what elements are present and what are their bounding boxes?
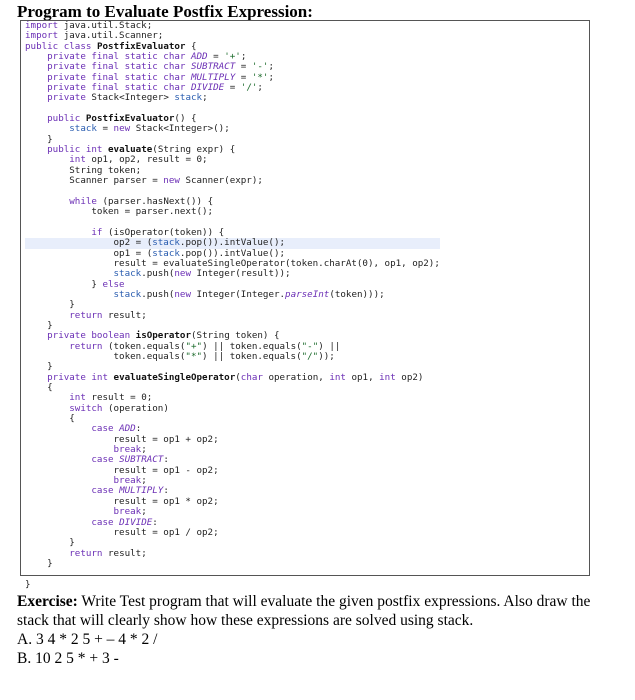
code-line: op2 = (stack.pop()).intValue(); [25,238,440,248]
code-line: result = evaluateSingleOperator(token.charAt(0), op1, op2); [25,257,440,269]
code-line: case MULTIPLY: [91,485,169,497]
code-line: public class PostfixEvaluator { [25,40,197,52]
code-line: case ADD: [91,423,142,435]
code-line: } [25,537,75,549]
code-line: private boolean isOperator(String token) { [47,330,280,342]
code-line: } [25,557,53,569]
code-line: Scanner parser = new Scanner(expr); [25,175,263,187]
code-line: if (isOperator(token)) { [91,226,225,238]
code-line: private final static char SUBTRACT = '-'; [47,61,275,73]
code-line: private final static char DIVIDE = '/'; [47,82,263,94]
code-line: } [25,319,53,331]
code-line: } [25,578,31,590]
code-line: int result = 0; [69,392,153,404]
code-line: result = op1 - op2; [25,464,219,476]
code-line: } else [25,278,125,290]
code-line: break; [113,475,147,487]
code-line: private Stack<Integer> stack; [47,92,208,104]
code-line: import java.util.Stack; [25,20,153,31]
code-line: switch (operation) [69,402,169,414]
code-line: op1 = (stack.pop()).intValue(); [25,247,286,259]
code-line: while (parser.hasNext()) { [69,195,214,207]
code-line: public PostfixEvaluator() { [47,113,197,125]
code-line: case DIVIDE: [91,516,158,528]
code-line: } [25,299,75,311]
code-line: return result; [69,309,147,321]
code-line: } [25,361,53,373]
code-line: stack.push(new Integer(result)); [113,268,291,280]
code-line: result = op1 / op2; [25,526,219,538]
code-line: { [25,382,53,394]
code-line: String token; [25,164,142,176]
page-title: Program to Evaluate Postfix Expression: [17,2,313,21]
code-line [25,569,440,579]
code-line: break; [113,444,147,456]
exercise-item-a: A. 3 4 * 2 5 + – 4 * 2 / [17,631,158,648]
code-line: int op1, op2, result = 0; [69,154,208,166]
exercise-section [17,592,617,668]
code-line: import java.util.Scanner; [25,30,164,42]
code-line: private final static char MULTIPLY = '*'; [47,71,275,83]
code-line: break; [113,506,147,518]
exercise-item-b: B. 10 2 5 * + 3 - [17,650,119,667]
exercise-prompt [17,592,617,630]
code-line: } [25,133,53,145]
code-line: token.equals("*") || token.equals("/")); [25,351,335,362]
exercise-label: Exercise: [17,593,78,610]
code-line: { [25,413,75,425]
code-line: public int evaluate(String expr) { [47,144,236,156]
code-line: token = parser.next(); [25,206,214,218]
code-line: return (token.equals("+") || token.equals("-") || [69,340,341,352]
code-lines [25,21,440,590]
code-line: return result; [69,547,147,559]
code-line: private final static char ADD = '+'; [47,51,247,63]
code-line: stack = new Stack<Integer>(); [69,123,230,135]
code-listing [20,20,590,590]
code-line: private int evaluateSingleOperator(char operation, int op1, int op2) [47,371,424,383]
exercise-text: Write Test program that will evaluate the given postfix expressions. Also draw the stack that will clearly show how these expressions are solved using stack. [17,593,591,629]
code-line: result = op1 * op2; [25,495,219,507]
code-line: stack.push(new Integer(Integer.parseInt(token))); [113,288,385,300]
code-line: case SUBTRACT: [91,454,169,466]
code-line: result = op1 + op2; [25,433,219,445]
